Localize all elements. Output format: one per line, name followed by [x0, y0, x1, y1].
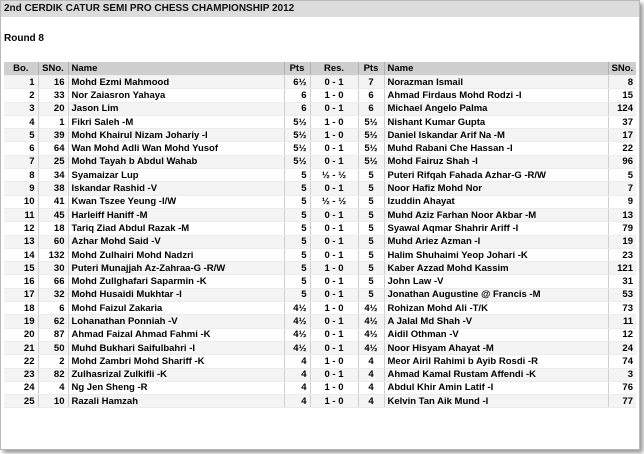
- white-name: Tariq Ziad Abdul Razak -M: [68, 222, 284, 235]
- black-sno: 31: [608, 275, 636, 288]
- white-sno: 1: [38, 115, 68, 128]
- white-points: 4½: [284, 341, 310, 354]
- black-points: 5½: [358, 129, 384, 142]
- table-row: [4, 328, 636, 341]
- black-name: Puteri Rifqah Fahada Azhar-G -R/W: [384, 169, 608, 182]
- white-points: 4: [284, 381, 310, 394]
- white-name: Mohd Tayah b Abdul Wahab: [68, 155, 284, 168]
- black-sno: 3: [608, 368, 636, 381]
- table-row: [4, 89, 636, 102]
- white-points: 5: [284, 182, 310, 195]
- result: 1 - 0: [310, 302, 358, 315]
- table-row: [4, 76, 636, 89]
- result: 1 - 0: [310, 395, 358, 408]
- black-points: 4: [358, 355, 384, 368]
- board-number: 25: [4, 395, 38, 408]
- table-row: [4, 275, 636, 288]
- black-sno: 19: [608, 235, 636, 248]
- result: 0 - 1: [310, 315, 358, 328]
- black-sno: 79: [608, 222, 636, 235]
- white-points: 4½: [284, 328, 310, 341]
- white-points: 5: [284, 208, 310, 221]
- white-name: Mohd Ezmi Mahmood: [68, 76, 284, 89]
- result: 0 - 1: [310, 368, 358, 381]
- white-sno: 25: [38, 155, 68, 168]
- white-sno: 64: [38, 142, 68, 155]
- black-sno: 77: [608, 395, 636, 408]
- black-name: Kelvin Tan Aik Mund -I: [384, 395, 608, 408]
- board-number: 11: [4, 208, 38, 221]
- white-points: 6: [284, 89, 310, 102]
- result: ½ - ½: [310, 169, 358, 182]
- black-name: Muhd Aziz Farhan Noor Akbar -M: [384, 208, 608, 221]
- table-row: [4, 115, 636, 128]
- result: 0 - 1: [310, 222, 358, 235]
- white-points: 4½: [284, 315, 310, 328]
- white-sno: 87: [38, 328, 68, 341]
- table-row: [4, 315, 636, 328]
- board-number: 16: [4, 275, 38, 288]
- black-name: Meor Airil Rahimi b Ayib Rosdi -R: [384, 355, 608, 368]
- table-row: [4, 208, 636, 221]
- black-points: 4½: [358, 328, 384, 341]
- white-name: Fikri Saleh -M: [68, 115, 284, 128]
- table-row: [4, 395, 636, 408]
- white-name: Mohd Khairul Nizam Johariy -I: [68, 129, 284, 142]
- result: 1 - 0: [310, 381, 358, 394]
- black-sno: 13: [608, 208, 636, 221]
- board-number: 7: [4, 155, 38, 168]
- table-row: [4, 102, 636, 115]
- white-points: 4½: [284, 302, 310, 315]
- black-name: Muhd Ariez Azman -I: [384, 235, 608, 248]
- white-name: Harleiff Haniff -M: [68, 208, 284, 221]
- board-number: 9: [4, 182, 38, 195]
- black-points: 4½: [358, 315, 384, 328]
- table-row: [4, 368, 636, 381]
- table-row: [4, 169, 636, 182]
- result: 1 - 0: [310, 89, 358, 102]
- black-name: Jonathan Augustine @ Francis -M: [384, 288, 608, 301]
- result: 0 - 1: [310, 155, 358, 168]
- white-name: Ng Jen Sheng -R: [68, 381, 284, 394]
- white-points: 6: [284, 102, 310, 115]
- col-name2-header: Name: [384, 62, 608, 76]
- board-number: 3: [4, 102, 38, 115]
- table-row: [4, 142, 636, 155]
- result: 1 - 0: [310, 262, 358, 275]
- white-name: Mohd Zulhairi Mohd Nadzri: [68, 248, 284, 261]
- white-sno: 16: [38, 76, 68, 89]
- white-points: 4: [284, 395, 310, 408]
- table-row: [4, 341, 636, 354]
- black-sno: 15: [608, 89, 636, 102]
- round-label: Round 8: [4, 33, 44, 44]
- black-name: Kaber Azzad Mohd Kassim: [384, 262, 608, 275]
- white-points: 5: [284, 275, 310, 288]
- col-name-header: Name: [68, 62, 284, 76]
- result: 1 - 0: [310, 115, 358, 128]
- black-name: Izuddin Ahayat: [384, 195, 608, 208]
- col-sno-header: SNo.: [38, 62, 68, 76]
- board-number: 19: [4, 315, 38, 328]
- white-name: Wan Mohd Adli Wan Mohd Yusof: [68, 142, 284, 155]
- black-points: 5: [358, 262, 384, 275]
- white-name: Mohd Zullghafari Saparmin -K: [68, 275, 284, 288]
- table-row: [4, 248, 636, 261]
- white-name: Mohd Husaidi Mukhtar -I: [68, 288, 284, 301]
- black-name: Nishant Kumar Gupta: [384, 115, 608, 128]
- black-sno: 8: [608, 76, 636, 89]
- black-name: Ahmad Kamal Rustam Affendi -K: [384, 368, 608, 381]
- sheet-title: 2nd CERDIK CATUR SEMI PRO CHESS CHAMPIONSHIP 2012: [1, 1, 639, 17]
- board-number: 2: [4, 89, 38, 102]
- board-number: 21: [4, 341, 38, 354]
- white-name: Lohanathan Ponniah -V: [68, 315, 284, 328]
- black-name: Noor Hisyam Ahayat -M: [384, 341, 608, 354]
- result: 0 - 1: [310, 142, 358, 155]
- result: 0 - 1: [310, 208, 358, 221]
- white-points: 5: [284, 288, 310, 301]
- white-sno: 38: [38, 182, 68, 195]
- black-points: 6: [358, 89, 384, 102]
- black-sno: 12: [608, 328, 636, 341]
- black-sno: 5: [608, 169, 636, 182]
- black-points: 4½: [358, 302, 384, 315]
- white-sno: 41: [38, 195, 68, 208]
- white-points: 5½: [284, 129, 310, 142]
- board-number: 22: [4, 355, 38, 368]
- white-sno: 45: [38, 208, 68, 221]
- result: ½ - ½: [310, 195, 358, 208]
- board-number: 15: [4, 262, 38, 275]
- white-sno: 34: [38, 169, 68, 182]
- white-points: 5½: [284, 115, 310, 128]
- board-number: 13: [4, 235, 38, 248]
- white-sno: 62: [38, 315, 68, 328]
- black-name: Muhd Rabani Che Hassan -I: [384, 142, 608, 155]
- black-points: 5: [358, 288, 384, 301]
- white-sno: 82: [38, 368, 68, 381]
- black-sno: 96: [608, 155, 636, 168]
- white-sno: 4: [38, 381, 68, 394]
- result: 0 - 1: [310, 275, 358, 288]
- white-name: Nor Zaiasron Yahaya: [68, 89, 284, 102]
- white-sno: 18: [38, 222, 68, 235]
- white-points: 4: [284, 368, 310, 381]
- black-points: 6: [358, 102, 384, 115]
- black-name: Rohizan Mohd Ali -T/K: [384, 302, 608, 315]
- white-sno: 2: [38, 355, 68, 368]
- board-number: 4: [4, 115, 38, 128]
- white-name: Syamaizar Lup: [68, 169, 284, 182]
- white-points: 4: [284, 355, 310, 368]
- result: 0 - 1: [310, 288, 358, 301]
- black-points: 5½: [358, 142, 384, 155]
- black-sno: 22: [608, 142, 636, 155]
- result: 0 - 1: [310, 328, 358, 341]
- black-sno: 11: [608, 315, 636, 328]
- white-sno: 39: [38, 129, 68, 142]
- black-points: 5: [358, 235, 384, 248]
- white-name: Muhd Bukhari Saifulbahri -I: [68, 341, 284, 354]
- white-name: Kwan Tszee Yeung -I/W: [68, 195, 284, 208]
- col-pts2-header: Pts: [358, 62, 384, 76]
- table-row: [4, 302, 636, 315]
- black-sno: 76: [608, 381, 636, 394]
- col-sno2-header: SNo.: [608, 62, 636, 76]
- black-sno: 23: [608, 248, 636, 261]
- white-name: Zulhasrizal Zulkifli -K: [68, 368, 284, 381]
- result: 0 - 1: [310, 102, 358, 115]
- result: 1 - 0: [310, 129, 358, 142]
- black-points: 5: [358, 195, 384, 208]
- table-row: [4, 195, 636, 208]
- black-points: 5: [358, 248, 384, 261]
- white-name: Puteri Munajjah Az-Zahraa-G -R/W: [68, 262, 284, 275]
- white-sno: 32: [38, 288, 68, 301]
- table-row: [4, 381, 636, 394]
- col-result-header: Res.: [310, 62, 358, 76]
- result: 0 - 1: [310, 182, 358, 195]
- black-points: 5: [358, 169, 384, 182]
- black-name: Ahmad Firdaus Mohd Rodzi -I: [384, 89, 608, 102]
- white-name: Iskandar Rashid -V: [68, 182, 284, 195]
- white-name: Mohd Zambri Mohd Shariff -K: [68, 355, 284, 368]
- black-points: 4½: [358, 341, 384, 354]
- black-name: Daniel Iskandar Arif Na -M: [384, 129, 608, 142]
- board-number: 5: [4, 129, 38, 142]
- board-number: 1: [4, 76, 38, 89]
- black-name: Halim Shuhaimi Yeop Johari -K: [384, 248, 608, 261]
- result: 1 - 0: [310, 355, 358, 368]
- white-name: Ahmad Faizal Ahmad Fahmi -K: [68, 328, 284, 341]
- black-name: Norazman Ismail: [384, 76, 608, 89]
- black-points: 5½: [358, 155, 384, 168]
- white-name: Mohd Faizul Zakaria: [68, 302, 284, 315]
- board-number: 20: [4, 328, 38, 341]
- black-points: 7: [358, 76, 384, 89]
- white-name: Azhar Mohd Said -V: [68, 235, 284, 248]
- col-board-header: Bo.: [4, 62, 38, 76]
- black-name: Aidil Othman -V: [384, 328, 608, 341]
- board-number: 12: [4, 222, 38, 235]
- black-points: 5: [358, 222, 384, 235]
- table-row: [4, 129, 636, 142]
- black-sno: 17: [608, 129, 636, 142]
- white-sno: 33: [38, 89, 68, 102]
- black-sno: 7: [608, 182, 636, 195]
- white-sno: 30: [38, 262, 68, 275]
- black-sno: 53: [608, 288, 636, 301]
- black-points: 5: [358, 182, 384, 195]
- white-points: 5: [284, 262, 310, 275]
- black-name: Syawal Aqmar Shahrir Ariff -I: [384, 222, 608, 235]
- white-sno: 132: [38, 248, 68, 261]
- white-points: 5: [284, 235, 310, 248]
- white-sno: 60: [38, 235, 68, 248]
- table-row: [4, 155, 636, 168]
- result: 0 - 1: [310, 248, 358, 261]
- col-pts-header: Pts: [284, 62, 310, 76]
- table-row: [4, 222, 636, 235]
- black-sno: 121: [608, 262, 636, 275]
- black-points: 5½: [358, 115, 384, 128]
- white-points: 5½: [284, 142, 310, 155]
- board-number: 18: [4, 302, 38, 315]
- black-sno: 73: [608, 302, 636, 315]
- white-name: Razali Hamzah: [68, 395, 284, 408]
- white-points: 5: [284, 169, 310, 182]
- result: 0 - 1: [310, 235, 358, 248]
- white-points: 5: [284, 222, 310, 235]
- black-name: Michael Angelo Palma: [384, 102, 608, 115]
- white-sno: 66: [38, 275, 68, 288]
- white-sno: 6: [38, 302, 68, 315]
- table-row: [4, 235, 636, 248]
- black-name: Abdul Khir Amin Latif -I: [384, 381, 608, 394]
- black-name: Noor Hafiz Mohd Nor: [384, 182, 608, 195]
- board-number: 10: [4, 195, 38, 208]
- black-sno: 9: [608, 195, 636, 208]
- black-name: A Jalal Md Shah -V: [384, 315, 608, 328]
- white-points: 5: [284, 195, 310, 208]
- black-points: 4: [358, 395, 384, 408]
- black-sno: 124: [608, 102, 636, 115]
- black-sno: 74: [608, 355, 636, 368]
- pairings-table: [4, 62, 636, 408]
- black-points: 4: [358, 381, 384, 394]
- white-sno: 20: [38, 102, 68, 115]
- board-number: 24: [4, 381, 38, 394]
- black-name: Mohd Fairuz Shah -I: [384, 155, 608, 168]
- header-row: [4, 62, 636, 76]
- white-name: Jason Lim: [68, 102, 284, 115]
- board-number: 17: [4, 288, 38, 301]
- table-row: [4, 182, 636, 195]
- result: 0 - 1: [310, 341, 358, 354]
- white-points: 5: [284, 248, 310, 261]
- white-points: 5½: [284, 155, 310, 168]
- table-row: [4, 262, 636, 275]
- black-points: 5: [358, 275, 384, 288]
- white-points: 6½: [284, 76, 310, 89]
- board-number: 6: [4, 142, 38, 155]
- white-sno: 50: [38, 341, 68, 354]
- black-sno: 37: [608, 115, 636, 128]
- white-sno: 10: [38, 395, 68, 408]
- result: 0 - 1: [310, 76, 358, 89]
- black-sno: 24: [608, 341, 636, 354]
- black-points: 5: [358, 208, 384, 221]
- board-number: 8: [4, 169, 38, 182]
- black-name: John Law -V: [384, 275, 608, 288]
- black-points: 4: [358, 368, 384, 381]
- table-row: [4, 355, 636, 368]
- table-row: [4, 288, 636, 301]
- board-number: 14: [4, 248, 38, 261]
- board-number: 23: [4, 368, 38, 381]
